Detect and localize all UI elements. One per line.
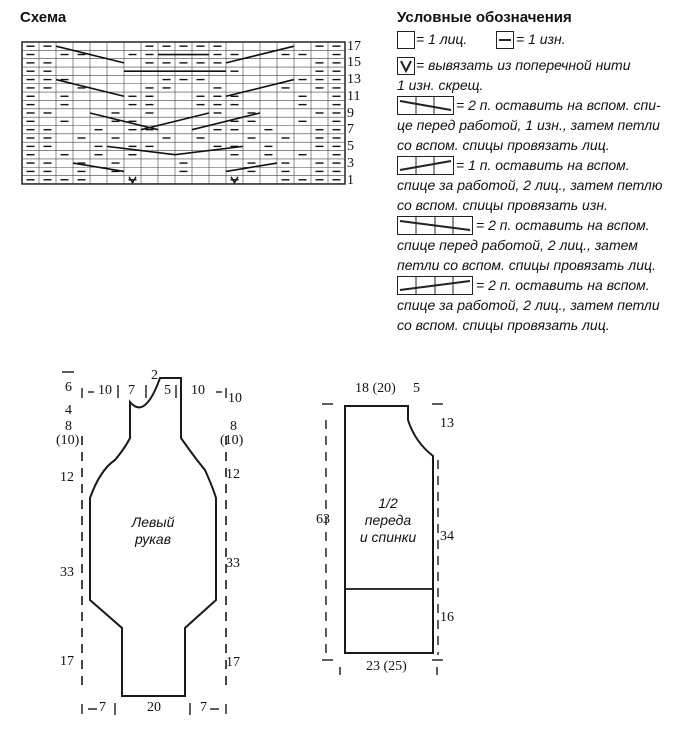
dim-body-left-63: 63 xyxy=(316,512,330,527)
row-number-11: 11 xyxy=(347,89,361,104)
dim-body-right-34: 34 xyxy=(440,529,454,544)
sleeve-label-line-1: Левый xyxy=(131,514,175,530)
dim-sleeve-left-17: 17 xyxy=(60,654,74,669)
dim-sleeve-left-10: (10) xyxy=(56,433,80,448)
row-number-3: 3 xyxy=(347,156,354,171)
make-one-label-2: 1 изн. скрещ. xyxy=(397,77,484,93)
dim-sleeve-right-8: 8 xyxy=(230,419,237,434)
dim-sleeve-top-right-10: 10 xyxy=(191,383,205,398)
dim-body-bottom: 23 (25) xyxy=(366,659,407,674)
cable-3-line-2: спице перед работой, 2 лиц., затем xyxy=(397,237,638,253)
dim-sleeve-top-2: 2 xyxy=(151,368,158,383)
dim-sleeve-right-10b: (10) xyxy=(220,433,244,448)
cable-4-line-1: = 2 п. оставить на вспом. xyxy=(476,277,650,293)
row-number-1: 1 xyxy=(347,173,354,188)
purl-label: = 1 изн. xyxy=(516,31,566,47)
body-label-line-1: 1/2 xyxy=(378,495,398,511)
dim-sleeve-bottom-7b: 7 xyxy=(200,700,207,715)
chart-title: Схема xyxy=(20,9,67,26)
sleeve-label-line-2: рукав xyxy=(134,531,172,547)
cable-1-line-3: со вспом. спицы провязать лиц. xyxy=(397,137,610,153)
knit-label: = 1 лиц. xyxy=(416,31,468,47)
make-one-label-1: = вывязать из поперечной нити xyxy=(416,57,631,73)
row-number-9: 9 xyxy=(347,106,354,121)
row-number-13: 13 xyxy=(347,72,361,87)
legend-title: Условные обозначения xyxy=(397,9,572,26)
dim-sleeve-left-8: 8 xyxy=(65,419,72,434)
dim-sleeve-bottom-20: 20 xyxy=(147,700,161,715)
body-label xyxy=(348,495,428,546)
dim-sleeve-right-12: 12 xyxy=(226,467,240,482)
dim-sleeve-left-33: 33 xyxy=(60,565,74,580)
dim-sleeve-top-left-10: 10 xyxy=(98,383,112,398)
cable-1-line-2: це перед работой, 1 изн., затем петли xyxy=(397,117,660,133)
cable-2-line-2: спице за работой, 2 лиц., затем петлю xyxy=(397,177,663,193)
row-number-17: 17 xyxy=(347,39,361,54)
dim-sleeve-left-4: 4 xyxy=(65,403,72,418)
dim-sleeve-bottom-7a: 7 xyxy=(99,700,106,715)
body-label-line-3: и спинки xyxy=(359,529,417,545)
dim-body-right-16: 16 xyxy=(440,610,454,625)
cable-4-line-2: спице за работой, 2 лиц., затем петли xyxy=(397,297,660,313)
cable-3-line-3: петли со вспом. спицы провязать лиц. xyxy=(397,257,656,273)
cable-2-line-3: со вспом. спицы провязать изн. xyxy=(397,197,608,213)
row-number-7: 7 xyxy=(347,122,354,137)
dim-body-top-b: 5 xyxy=(413,381,420,396)
dim-sleeve-top-5: 5 xyxy=(164,383,171,398)
dim-sleeve-right-10: 10 xyxy=(228,391,242,406)
dim-sleeve-right-17: 17 xyxy=(226,655,240,670)
row-number-15: 15 xyxy=(347,55,361,70)
dim-sleeve-left-12: 12 xyxy=(60,470,74,485)
dim-sleeve-right-33: 33 xyxy=(226,556,240,571)
dim-sleeve-top-left-7: 7 xyxy=(128,383,135,398)
cable-3-line-1: = 2 п. оставить на вспом. xyxy=(476,217,650,233)
cable-1-line-1: = 2 п. оставить на вспом. спи- xyxy=(456,97,661,113)
dim-body-right-13: 13 xyxy=(440,416,454,431)
cable-4-line-3: со вспом. спицы провязать лиц. xyxy=(397,317,610,333)
row-number-5: 5 xyxy=(347,139,354,154)
dim-sleeve-left-6: 6 xyxy=(65,380,72,395)
sleeve-label xyxy=(122,514,184,548)
dim-body-top-a: 18 (20) xyxy=(355,381,396,396)
body-label-line-2: переда xyxy=(364,512,412,528)
cable-2-line-1: = 1 п. оставить на вспом. xyxy=(456,157,630,173)
